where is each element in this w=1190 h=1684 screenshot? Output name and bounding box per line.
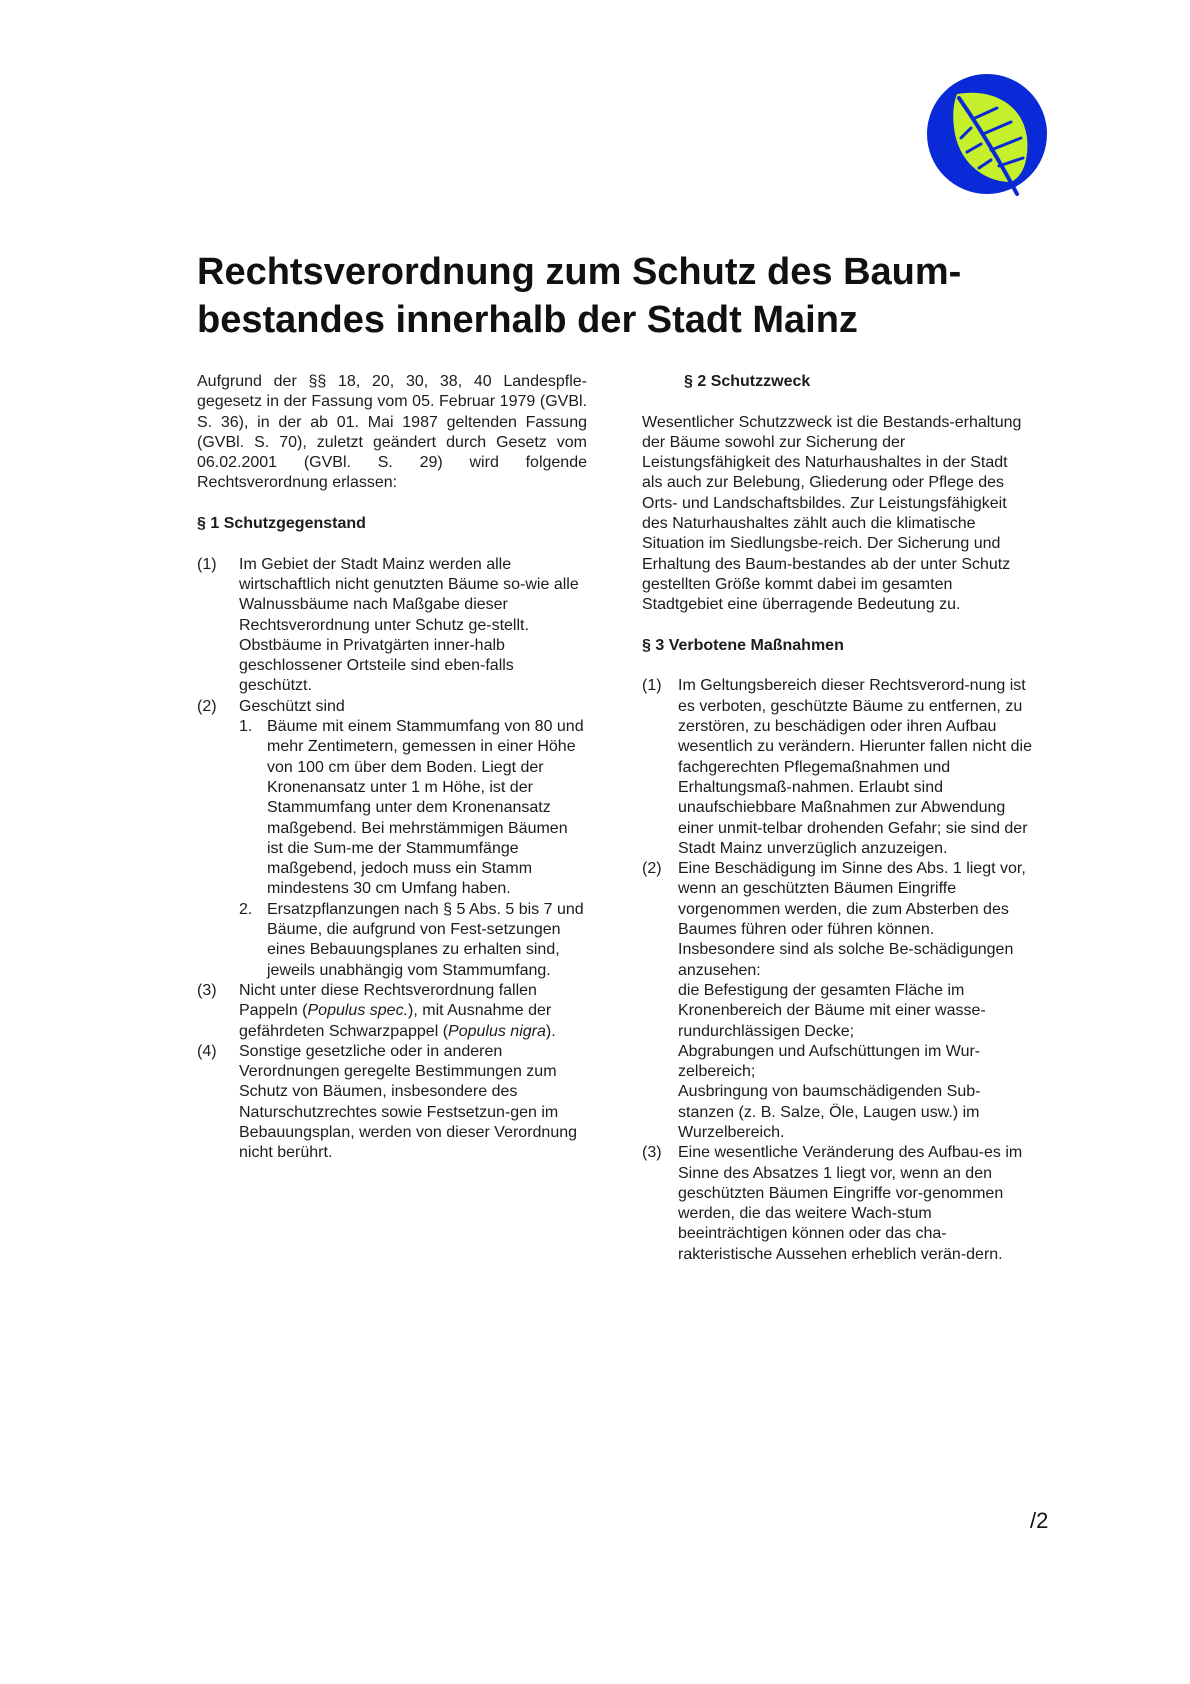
s1-p4-number: (4)	[197, 1042, 217, 1060]
s3-paragraph-2	[642, 859, 1032, 1143]
s3-p1-number: (1)	[642, 677, 662, 695]
s3-paragraph-1	[642, 676, 1032, 859]
s1-p3-text: Nicht unter diese Rechtsverordnung fallen Pappeln (Populus spec.), mit Ausnahme der gefährdeten Schwarzpappel (Populus nigra).	[239, 981, 556, 1040]
s3-p3-text: Eine wesentliche Veränderung des Aufbau-es im Sinne des Absatzes 1 liegt vor, wenn an den geschützten Bäumen Eingriffe vor-genommen werden, die das weitere Wach-stum beeinträchtigen können oder das cha-rakteristische Aussehen erheblich verän-dern.	[678, 1144, 1023, 1263]
title-line-2: bestandes innerhalb der Stadt Mainz	[197, 299, 858, 341]
section-2-text: Wesentlicher Schutzzweck ist die Bestands-erhaltung der Bäume sowohl zur Sicherung der Leistungsfähigkeit des Naturhaushaltes in der Stadt als auch zur Belebung, Gliederung oder Pflege des Orts- und Landschaftsbildes. Zur Leistungsfähigkeit des Naturhaushaltes zählt auch die klimatische Situation im Siedlungsbe-reich. Der Sicherung und Erhaltung des Baum-bestandes ab der unter Schutz gestellten Größe kommt dabei im gesamten Stadtgebiet eine überragende Bedeutung zu.	[642, 413, 1022, 614]
document-title	[197, 248, 1077, 344]
right-column	[642, 372, 1032, 1265]
leaf-logo-icon	[925, 72, 1049, 196]
s3-p2-list-item-3: Ausbringung von baumschädigenden Sub-stanzen (z. B. Salze, Öle, Laugen usw.) im Wurzelbereich.	[678, 1083, 981, 1141]
s3-p2-number: (2)	[642, 860, 662, 878]
s1-paragraph-1	[197, 555, 587, 697]
s1-p2-number: (2)	[197, 697, 217, 715]
section-2-heading: § 2 Schutzzweck	[684, 373, 811, 390]
intro-paragraph: Aufgrund der §§ 18, 20, 30, 38, 40 Landespfle-gegesetz in der Fassung vom 05. Februar 1979 (GVBl. S. 36), in der ab 01. Mai 1987 geltenden Fassung (GVBl. S. 70), zuletzt geändert durch Gesetz vom 06.02.2001 (GVBl. S. 29) wird folgende Rechtsverordnung erlassen:	[197, 373, 587, 492]
s3-p2-text: Eine Beschädigung im Sinne des Abs. 1 liegt vor, wenn an geschützten Bäumen Eingriffe vorgenommen werden, die zum Absterben des Baumes führen oder führen können. Insbesondere sind als solche Be-schädigungen anzusehen:	[678, 860, 1026, 979]
subitem-2-number: 2.	[239, 900, 253, 918]
section-1-heading: § 1 Schutzgegenstand	[197, 515, 366, 533]
section-3-heading: § 3 Verbotene Maßnahmen	[642, 636, 844, 654]
left-column	[197, 372, 587, 1164]
s1-p3-number: (3)	[197, 981, 217, 999]
subitem-1-number: 1.	[239, 718, 253, 736]
title-line-1: Rechtsverordnung zum Schutz des Baum-	[197, 251, 962, 293]
s1-paragraph-3	[197, 981, 587, 1042]
s3-paragraph-3	[642, 1143, 1032, 1265]
s1-p2-text: Geschützt sind	[239, 697, 345, 715]
s1-p1-text: Im Gebiet der Stadt Mainz werden alle wirtschaftlich nicht genutzten Bäume so-wie alle Walnussbäume nach Maßgabe dieser Rechtsverordnung unter Schutz ge-stellt. Obstbäume in Privatgärten inner-halb geschlossener Ortsteile sind eben-falls geschützt.	[239, 555, 579, 695]
s1-p1-number: (1)	[197, 555, 217, 573]
s3-p1-text: Im Geltungsbereich dieser Rechtsverord-nung ist es verboten, geschützte Bäume zu entfernen, zu zerstören, zu beschädigen oder ihren Aufbau wesentlich zu verändern. Hierunter fallen nicht die fachgerechten Pflegemaßnahmen und Erhaltungsmaß-nahmen. Erlaubt sind unaufschiebbare Maßnahmen zur Abwendung einer unmit-telbar drohenden Gefahr; sie sind der Stadt Mainz unverzüglich anzuzeigen.	[678, 677, 1032, 857]
s3-p2-list-item-1: die Befestigung der gesamten Fläche im Kronenbereich der Bäume mit einer wasse-rundurchlässigen Decke;	[678, 981, 986, 1040]
latin-name-populus-nigra: Populus nigra	[448, 1022, 546, 1040]
page-number: /2	[1030, 1508, 1049, 1533]
s3-p2-list-item-2: Abgrabungen und Aufschüttungen im Wur-zelbereich;	[678, 1042, 981, 1081]
subitem-1-text: Bäume mit einem Stammumfang von 80 und mehr Zentimetern, gemessen in einer Höhe von 100 cm über dem Boden. Liegt der Kronenansatz unter 1 m Höhe, ist der Stammumfang unter dem Kronenansatz maßgebend. Bei mehrstämmigen Bäumen ist die Sum-me der Stammumfänge maßgebend, jedoch muss ein Stamm mindestens 30 cm Umfang haben.	[267, 718, 584, 898]
s1-p4-text: Sonstige gesetzliche oder in anderen Verordnungen geregelte Bestimmungen zum Schutz von Bäumen, insbesondere des Naturschutzrechtes sowie Festsetzun-gen im Bebauungsplan, werden von dieser Verordnung nicht berührt.	[239, 1042, 578, 1162]
latin-name-populus-spec: Populus spec.	[307, 1002, 409, 1020]
s1-p2-subitem-1	[239, 717, 587, 900]
s3-p3-number: (3)	[642, 1144, 662, 1162]
subitem-2-text: Ersatzpflanzungen nach § 5 Abs. 5 bis 7 und Bäume, die aufgrund von Fest-setzungen eines Bebauungsplanes zu erhalten sind, jeweils unabhängig vom Stammumfang.	[267, 900, 584, 979]
s1-p2-subitem-2	[239, 900, 587, 981]
s1-paragraph-4	[197, 1042, 587, 1164]
s1-paragraph-2	[197, 697, 587, 981]
